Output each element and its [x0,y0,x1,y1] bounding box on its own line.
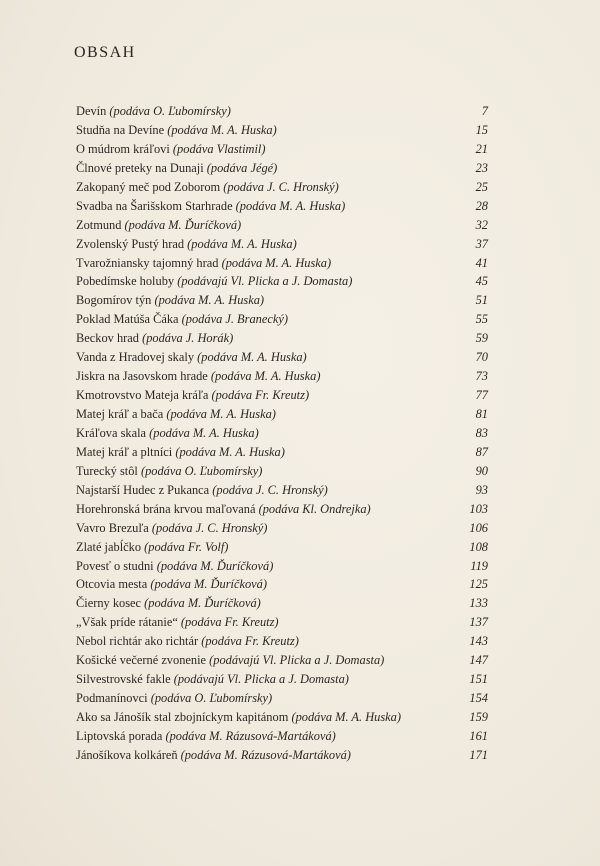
toc-entry [76,235,488,254]
entry-author: (podáva Kl. Ondrejka) [258,501,371,516]
toc-entry [76,538,488,557]
entry-title: Pobedímske holuby [76,274,178,289]
entry-author: (podáva Fr. Kreutz) [211,388,310,403]
toc-entry [76,159,488,178]
entry-title: Matej kráľ a bača [76,407,167,421]
toc-entry [76,386,488,405]
toc-entry [76,594,488,613]
toc-entry [76,462,488,481]
entry-page-number: 15 [475,122,488,137]
entry-page-number: 108 [469,539,488,554]
toc-entry [76,102,488,121]
entry-title: Kráľova skala [76,425,150,440]
entry-author: (podáva J. C. Hronský) [223,179,339,194]
entry-title: Čierny kosec [76,596,145,611]
toc-entry [76,405,488,424]
entry-title: Studňa na Devíne [76,122,168,137]
toc-entry [76,708,488,727]
toc-entry [76,291,488,310]
entry-page-number: 23 [475,160,488,175]
entry-page-number: 125 [469,577,488,592]
toc-entry [76,272,488,291]
entry-title: Tvarožniansky tajomný hrad [76,255,222,270]
entry-author: (podáva M. Rázusová-Martáková) [180,747,351,762]
entry-title: Silvestrovské fakle [76,672,174,687]
toc-entry [76,575,488,594]
entry-page-number: 37 [475,236,488,251]
entry-title: O múdrom kráľovi [76,141,173,156]
entry-author: (podáva M. Ďuríčková) [150,577,267,592]
entry-page-number: 83 [475,425,488,440]
entry-author: (podáva M. A. Huska) [166,407,276,421]
entry-title: Jiskra na Jasovskom hrade [76,369,211,384]
entry-author: (podáva Fr. Volf) [144,539,229,554]
entry-page-number: 103 [469,501,488,516]
entry-page-number: 32 [475,217,488,232]
entry-author: (podáva M. A. Huska) [154,293,265,308]
entry-author: (podáva M. A. Huska) [187,236,297,251]
toc-entry [76,178,488,197]
entry-author: (podáva M. A. Huska) [210,369,321,384]
toc-entry [76,500,488,519]
entry-page-number: 151 [469,672,488,687]
entry-title: Zvolenský Pustý hrad [76,236,188,251]
entry-author: (podáva J. Branecký) [181,312,288,327]
entry-author: (podáva Jégé) [206,160,278,175]
entry-author: (podáva M. A. Huska) [197,350,307,365]
entry-page-number: 159 [469,710,488,724]
entry-page-number: 143 [469,634,488,649]
entry-title: Nebol richtár ako richtár [76,634,202,649]
entry-page-number: 7 [481,104,488,118]
toc-entry [76,367,488,386]
entry-title: Jánošíkova kolkáreň [76,747,181,762]
entry-author: (podávajú Vl. Plicka a J. Domasta) [209,653,385,668]
entry-page-number: 106 [469,520,488,535]
toc-entry [76,329,488,348]
entry-author: (podáva M. A. Huska) [175,444,285,459]
entry-author: (podáva M. Ďuríčková) [124,217,242,232]
entry-page-number: 28 [475,198,488,213]
entry-page-number: 133 [469,596,488,611]
entry-author: (podáva M. A. Huska) [149,425,259,440]
entry-author: (podáva Fr. Kreutz) [201,634,299,649]
entry-author: (podáva M. Rázusová-Martáková) [165,728,336,743]
toc-entry [76,216,488,235]
entry-title: Vavro Brezuľa [76,520,152,535]
toc-entry [76,424,488,443]
entry-title: Turecký stôl [76,463,141,478]
entry-title: Ako sa Jánošík stal zbojníckym kapitánom [76,710,292,724]
entry-page-number: 119 [470,558,488,573]
entry-page-number: 73 [475,369,488,384]
entry-page-number: 21 [475,141,488,156]
contents-heading: OBSAH [74,44,136,61]
entry-page-number: 41 [475,255,488,270]
entry-author: (podáva O. Ľubomírsky) [150,691,273,706]
entry-author: (podáva Vlastimil) [172,141,266,156]
entry-author: (podávajú Vl. Plicka a J. Domasta) [177,274,353,289]
entry-page-number: 45 [475,274,488,289]
entry-title: Horehronská brána krvou maľovaná [76,501,259,516]
entry-author: (podáva M. Ďuríčková) [156,558,274,573]
entry-title: Povesť o studni [76,558,157,573]
toc-entry [76,689,488,708]
entry-author: (podáva M. A. Huska) [221,255,332,270]
entry-page-number: 154 [469,691,488,706]
entry-page-number: 25 [475,179,488,194]
toc-entry [76,727,488,746]
toc-entry [76,197,488,216]
entry-page-number: 70 [475,350,488,365]
entry-title: Svadba na Šarišskom Starhrade [76,198,236,213]
entry-author: (podáva J. C. Hronský) [151,520,268,535]
entry-title: Bogomírov týn [76,293,155,308]
entry-title: Devín [76,104,110,118]
entry-author: (podáva M. A. Huska) [235,198,346,213]
entry-author: (podávajú Vl. Plicka a J. Domasta) [173,672,349,687]
entry-author: (podáva J. C. Hronský) [212,482,328,497]
entry-title: Poklad Matúša Čáka [76,312,182,327]
toc-entry [76,121,488,140]
entry-author: (podáva M. Ďuríčková) [144,596,261,611]
entry-author: (podáva J. Horák) [142,331,234,346]
entry-author: (podáva O. Ľubomírsky) [140,463,263,478]
entry-title: Liptovská porada [76,728,166,743]
toc-entry [76,481,488,500]
toc-entry [76,670,488,689]
entry-title: Najstarší Hudec z Pukanca [76,482,213,497]
toc-entry [76,519,488,538]
entry-title: Beckov hrad [76,331,143,346]
toc-entry [76,746,488,765]
entry-title: Matej kráľ a pltníci [76,444,176,459]
toc-entry [76,310,488,329]
entry-title: Zlaté jabĺčko [76,539,145,554]
table-of-contents [76,102,488,765]
entry-page-number: 87 [475,444,488,459]
entry-author: (podáva M. A. Huska) [291,710,401,724]
entry-title: Otcovia mesta [76,577,151,592]
entry-title: Kmotrovstvo Mateja kráľa [76,388,212,403]
entry-page-number: 90 [475,463,488,478]
entry-page-number: 93 [475,482,488,497]
entry-page-number: 137 [469,615,488,630]
entry-title: Vanda z Hradovej skaly [76,350,198,365]
toc-entry [76,632,488,651]
entry-page-number: 81 [475,407,488,421]
toc-entry [76,651,488,670]
toc-entry [76,140,488,159]
entry-title: Člnové preteky na Dunaji [76,160,207,175]
entry-page-number: 55 [475,312,488,327]
entry-title: Podmanínovci [76,691,151,706]
entry-page-number: 161 [469,728,488,743]
entry-page-number: 51 [475,293,488,308]
toc-entry [76,443,488,462]
toc-entry [76,557,488,576]
entry-title: Košické večerné zvonenie [76,653,210,668]
toc-entry [76,348,488,367]
toc-entry [76,613,488,632]
entry-page-number: 147 [469,653,488,668]
entry-page-number: 59 [475,331,488,346]
entry-title: „Však príde rátanie“ [76,615,181,630]
entry-title: Zotmund [76,217,125,232]
entry-page-number: 171 [469,747,488,762]
entry-author: (podáva Fr. Kreutz) [180,615,279,630]
toc-entry [76,254,488,273]
entry-page-number: 77 [475,388,488,403]
entry-author: (podáva O. Ľubomírsky) [109,104,231,118]
entry-title: Zakopaný meč pod Zoborom [76,179,224,194]
entry-author: (podáva M. A. Huska) [167,122,277,137]
